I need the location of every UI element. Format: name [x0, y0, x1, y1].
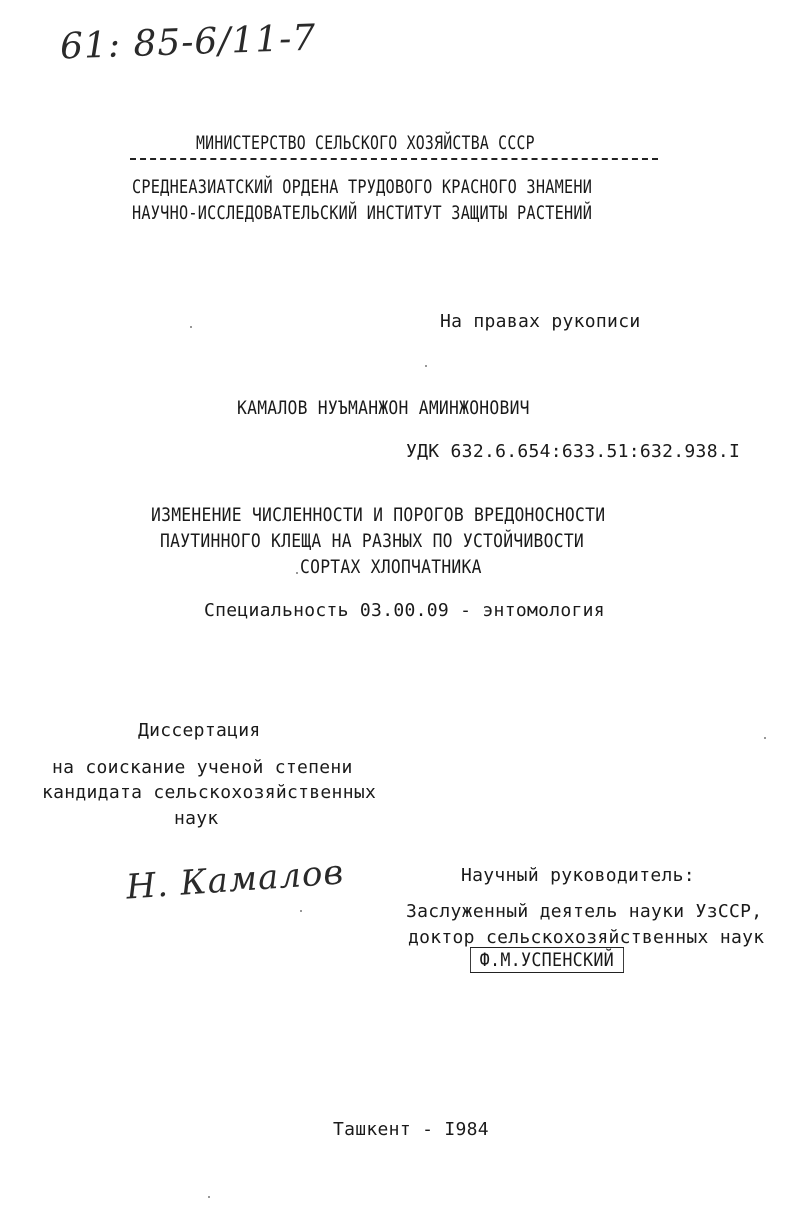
udc-code: УДК 632.6.654:633.51:632.938.I [406, 441, 741, 462]
thesis-title-line-1: ИЗМЕНЕНИЕ ЧИСЛЕННОСТИ И ПОРОГОВ ВРЕДОНОСНОСТИ [151, 504, 606, 526]
supervisor-name-box: Ф.М.УСПЕНСКИЙ [470, 947, 624, 973]
scan-speck [296, 572, 298, 574]
scan-speck [300, 910, 302, 912]
institute-line-2: НАУЧНО-ИССЛЕДОВАТЕЛЬСКИЙ ИНСТИТУТ ЗАЩИТЫ РАСТЕНИЙ [132, 202, 593, 224]
supervisor-title-line-2: доктор сельскохозяйственных наук [408, 927, 765, 948]
degree-line-3: наук [174, 808, 219, 829]
archive-number-handwritten: 61: 85-6/11-7 [59, 17, 317, 68]
degree-line-1: на соискание ученой степени [52, 757, 353, 778]
degree-line-2: кандидата сельскохозяйственных [42, 782, 377, 803]
ministry-heading: МИНИСТЕРСТВО СЕЛЬСКОГО ХОЗЯЙСТВА СССР [196, 132, 535, 154]
scan-speck [208, 1196, 210, 1198]
scan-speck [764, 737, 766, 739]
author-signature: Н. Камалов [124, 852, 346, 908]
header-divider [130, 158, 658, 160]
thesis-title-line-2: ПАУТИННОГО КЛЕЩА НА РАЗНЫХ ПО УСТОЙЧИВОСТИ [160, 530, 585, 552]
supervisor-label: Научный руководитель: [461, 865, 695, 886]
specialty: Специальность 03.00.09 - энтомология [204, 600, 605, 621]
supervisor-title-line-1: Заслуженный деятель науки УзССР, [406, 901, 763, 922]
scan-speck [190, 326, 192, 328]
manuscript-rights-note: На правах рукописи [440, 311, 641, 332]
institute-line-1: СРЕДНЕАЗИАТСКИЙ ОРДЕНА ТРУДОВОГО КРАСНОГО ЗНАМЕНИ [132, 176, 593, 198]
thesis-title-line-3: СОРТАХ ХЛОПЧАТНИКА [300, 556, 482, 578]
place-and-year: Ташкент - I984 [333, 1119, 489, 1140]
dissertation-label: Диссертация [138, 720, 261, 741]
scan-speck [425, 365, 427, 367]
author-name: КАМАЛОВ НУЪМАНЖОН АМИНЖОНОВИЧ [237, 397, 530, 419]
